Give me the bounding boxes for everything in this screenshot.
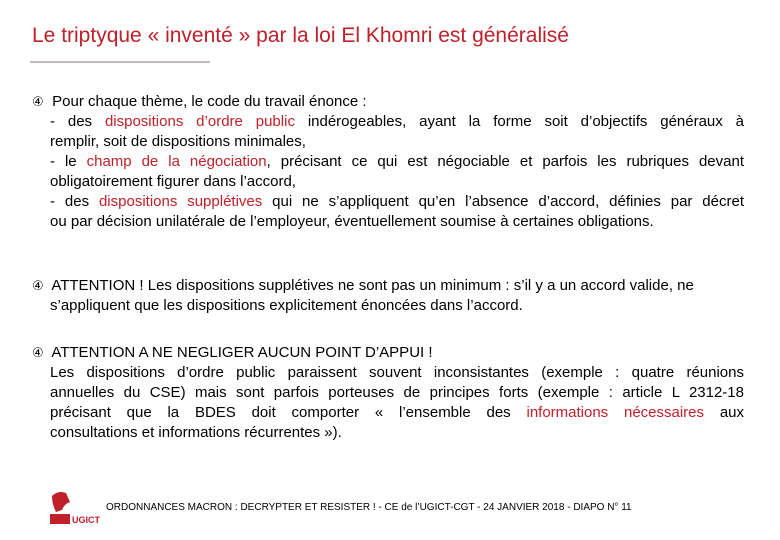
line-text: ou par décision unilatérale de l’employeur, éventuellement soumise à certaines obligations. bbox=[50, 213, 654, 230]
cgt-logo-icon bbox=[50, 490, 100, 526]
slide-title: Le triptyque « inventé » par la loi El Khomri est généralisé bbox=[32, 24, 569, 47]
highlight-negociation: champ de la négociation bbox=[86, 153, 267, 170]
footer bbox=[50, 490, 750, 530]
paragraph-attention-2 bbox=[32, 343, 744, 443]
line-informations: précisant que la BDES doit comporter « l’ensemble des informations nécessaires aux bbox=[50, 404, 745, 421]
line-text: annuelles du CSE) mais sont parfois porteuses de principes forts (exemple : article L 2312-18 bbox=[50, 384, 744, 401]
bullet-icon: ④ bbox=[32, 94, 44, 109]
line-text: Les dispositions d’ordre public paraissent souvent inconsistantes (exemple : quatre réunions bbox=[50, 364, 744, 381]
line-text: remplir, soit de dispositions minimales, bbox=[50, 133, 306, 150]
line-text: ATTENTION ! Les dispositions supplétives ne sont pas un minimum : s’il y a un accord valide, ne bbox=[51, 277, 694, 294]
bullet-icon: ④ bbox=[32, 345, 44, 360]
logo-text: UGICT bbox=[72, 515, 100, 525]
line-text: s’appliquent que les dispositions explicitement énoncées dans l’accord. bbox=[50, 297, 523, 314]
line-text: consultations et informations récurrentes »). bbox=[50, 424, 342, 441]
highlight-suppletives: dispositions supplétives bbox=[98, 193, 263, 210]
line-suppletives: - des dispositions supplétives qui ne s’appliquent qu’en l’absence d’accord, définies par décret bbox=[50, 193, 744, 210]
paragraph-themes bbox=[32, 92, 744, 232]
highlight-ordre-public: dispositions d’ordre public bbox=[104, 113, 295, 130]
paragraph-attention-1 bbox=[32, 276, 744, 316]
line-negociation: - le champ de la négociation, précisant ce qui est négociable et parfois les rubriques devant bbox=[50, 153, 744, 170]
bullet-icon: ④ bbox=[32, 278, 44, 293]
title-underline bbox=[30, 61, 210, 63]
footer-text: ORDONNANCES MACRON : DECRYPTER ET RESISTER ! - CE de l’UGICT-CGT - 24 JANVIER 2018 - DIAPO N° 11 bbox=[106, 502, 632, 513]
intro-text: Pour chaque thème, le code du travail énonce : bbox=[52, 93, 367, 110]
line-text: ATTENTION A NE NEGLIGER AUCUN POINT D’APPUI ! bbox=[51, 344, 433, 361]
highlight-informations: informations nécessaires bbox=[526, 404, 705, 421]
line-ordre-public: - des dispositions d’ordre public indérogeables, ayant la forme soit d’objectifs généraux à bbox=[50, 113, 744, 130]
line-text: obligatoirement figurer dans l’accord, bbox=[50, 173, 296, 190]
